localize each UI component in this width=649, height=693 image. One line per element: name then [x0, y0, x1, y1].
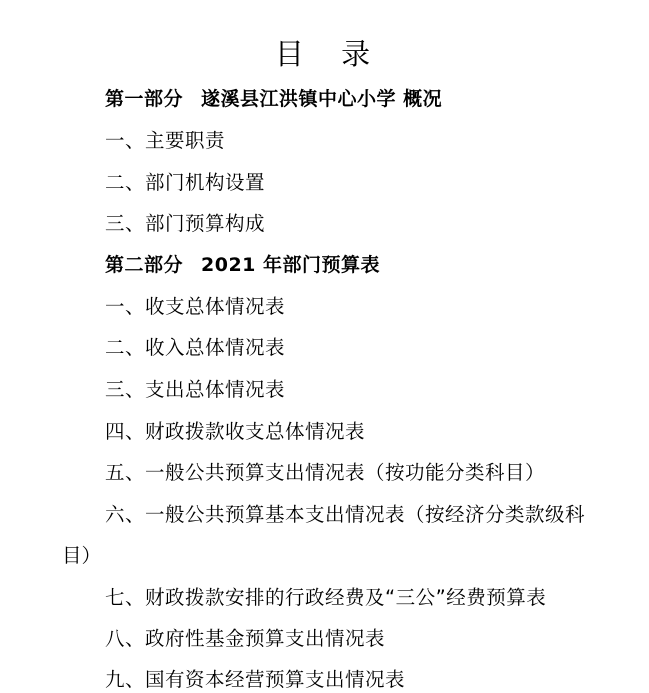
- part1-text: 遂溪县江洪镇中心小学 概况: [201, 88, 443, 110]
- part2-label: 第二部分: [105, 254, 184, 276]
- toc-item-p2-2: 二、收入总体情况表: [105, 336, 286, 359]
- part1-label: 第一部分: [105, 88, 184, 110]
- toc-item-p2-6-continued: 目）: [62, 544, 102, 567]
- part2-text: 2021 年部门预算表: [201, 254, 381, 276]
- toc-item-p1-3: 三、部门预算构成: [105, 212, 266, 235]
- toc-item-p2-9: 九、国有资本经营预算支出情况表: [105, 668, 406, 691]
- toc-item-p2-1: 一、收支总体情况表: [105, 295, 286, 318]
- part1-heading: [105, 86, 442, 112]
- toc-item-p1-2: 二、部门机构设置: [105, 171, 266, 194]
- toc-item-p2-4: 四、财政拨款收支总体情况表: [105, 420, 366, 443]
- toc-item-p2-3: 三、支出总体情况表: [105, 378, 286, 401]
- part2-heading: [105, 252, 380, 278]
- toc-item-p2-6: 六、一般公共预算基本支出情况表（按经济分类款级科: [105, 503, 586, 526]
- toc-item-p2-7: 七、财政拨款安排的行政经费及“三公”经费预算表: [105, 586, 547, 609]
- toc-item-p2-5: 五、一般公共预算支出情况表（按功能分类科目）: [105, 461, 546, 484]
- toc-item-p1-1: 一、主要职责: [105, 129, 226, 152]
- toc-title: 目 录: [274, 37, 385, 71]
- toc-item-p2-8: 八、政府性基金预算支出情况表: [105, 627, 386, 650]
